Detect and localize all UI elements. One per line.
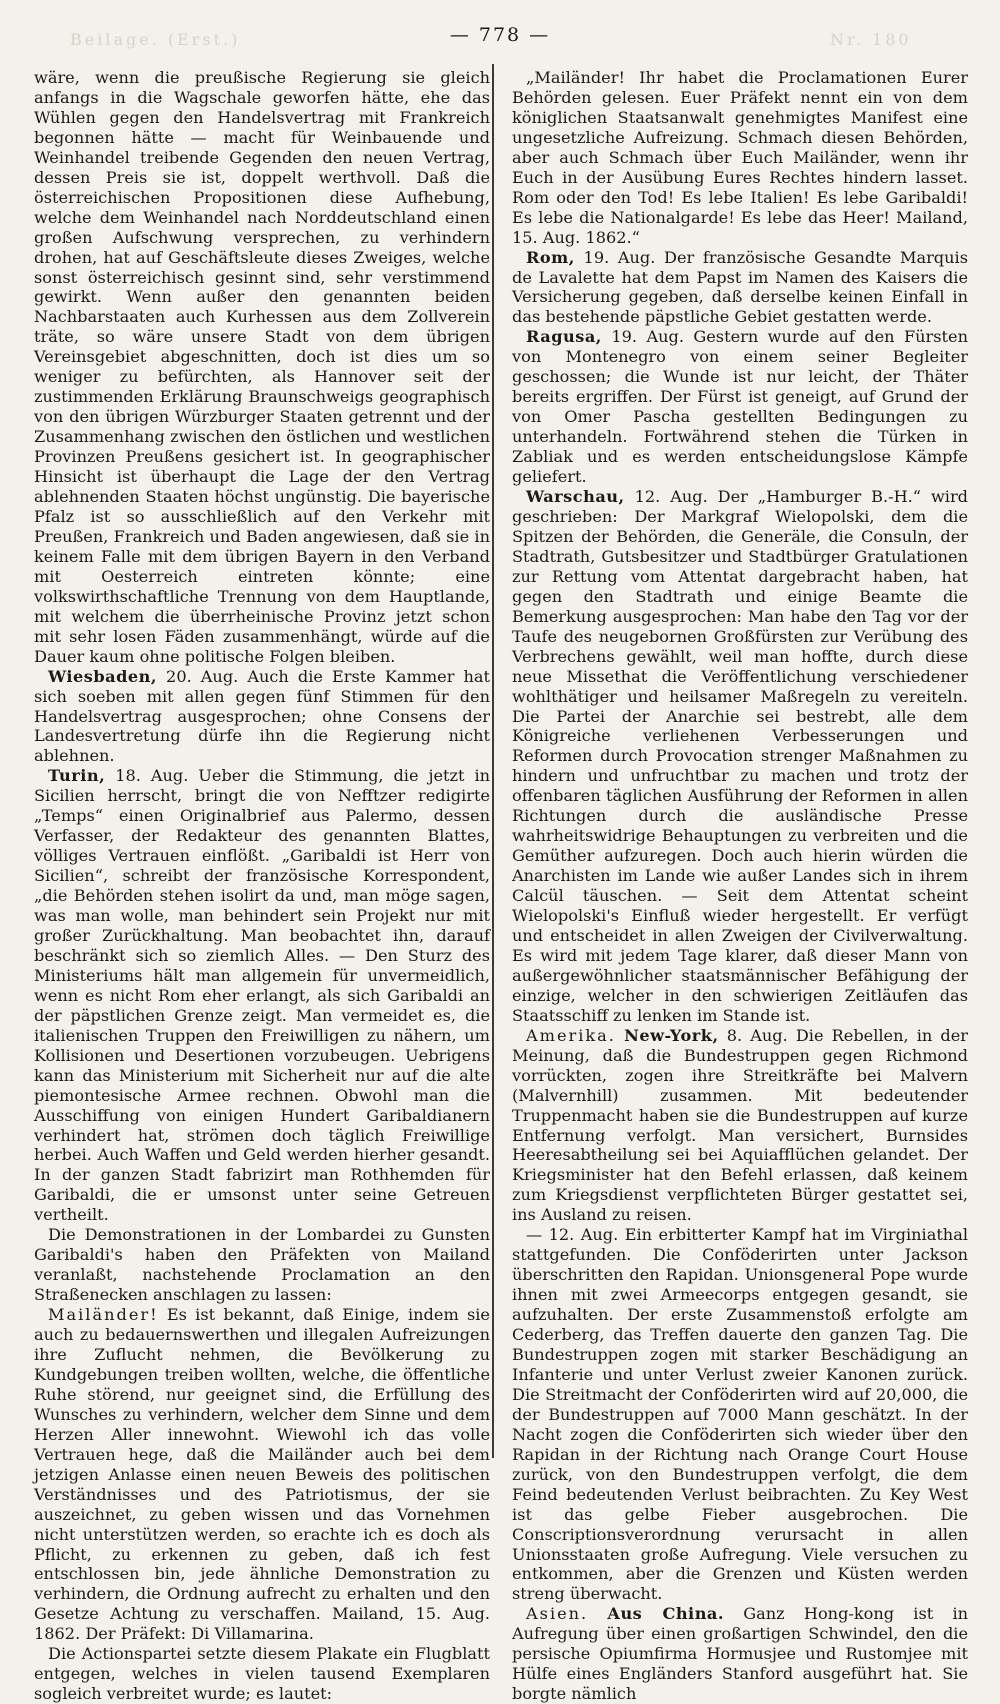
article-turin-text: 18. Aug. Ueber die Stimmung, die jetzt in Sicilien herrscht, bringt die von Nefftzer redigirte „Temps“ einen Originalbrief aus Palermo, dessen Verfasser, der Redakteur des genannten Blattes, völliges Vertrauen einflößt. „Garibaldi ist Herr von Sicilien“, schreibt der französische Korrespondent, „die Behörden stehen isolirt da und, man möge sagen, was man wolle, man behindert sein Projekt nur mit großer Zurückhaltung. Man beobachtet ihn, darauf beschränkt sich so ziemlich Alles. — Den Sturz des Ministeriums hält man allgemein für unvermeidlich, wenn es nicht Rom eher erlangt, als sich Garibaldi an der päpstlichen Grenze zeigt. Man vermeidet es, die italienischen Truppen den Freiwilligen zu nähern, um Kollisionen und Desertionen vorzubeugen. Uebrigens kann das Ministerium mit Sicherheit nur auf die alte piemontesische Armee rechnen. Obwohl man die Ausschiffung von einigen Hundert Garibaldianern verhindert hat, strömen doch täglich Freiwillige herbei. Auch Waffen und Geld werden hierher gesandt. In der ganzen Stadt fabrizirt man Rothhemden für Garibaldi, die er umsonst unter seine Getreuen vertheilt. (34, 766, 490, 1225)
article-handelsvertrag: wäre, wenn die preußische Regierung sie gleich anfangs in die Wagschale geworfen hätte, ehe das Wühlen gegen den Handelsvertrag mit Frankreich begonnen hätte — macht für Weinbauende und Weinhandel treibende Gegenden den neuen Vertrag, dessen Preis sie ist, doppelt werthvoll. Daß die österreichischen Propositionen diese Aufhebung, welche dem Weinhandel nach Norddeutschland einen großen Aufschwung versprechen, zu verhindern drohen, hat auf Geschäftsleute dieses Zweiges, welche sonst österreichisch gesinnt sind, sehr verstimmend gewirkt. Wenn außer den genannten beiden Nachbarstaaten auch Kurhessen aus dem Zollverein träte, so wäre unsere Stadt von dem übrigen Vereinsgebiet abgeschnitten, doch ist dies um so weniger zu befürchten, als Hannover seit der zustimmenden Erklärung Braunschweigs geographisch von den übrigen Würzburger Staaten getrennt und der Zusammenhang zwischen den östlichen und westlichen Provinzen Preußens gesichert ist. In geographischer Hinsicht ist überhaupt die Lage der den Vertrag ablehnenden Staaten höchst ungünstig. Die bayerische Pfalz ist so ausschließlich auf den Verkehr mit Preußen, Frankreich und Baden angewiesen, daß sie in keinem Falle mit dem übrigen Bayern in den Verband mit Oesterreich eintreten könnte; eine volkswirthschaftliche Trennung von dem Hauptlande, mit welchem die überrheinische Provinz jetzt schon mit sehr losen Fäden zusammenhängt, würde auf die Dauer kaum ohne politische Folgen bleiben. (34, 68, 490, 666)
flugblatt-quote (512, 68, 968, 248)
article-newyork (512, 1026, 968, 1226)
article-actionspartei (34, 1644, 490, 1704)
article-demonstrationen (34, 1225, 490, 1305)
dateline-warschau: Warschau, (526, 487, 625, 507)
column-divider (492, 64, 494, 1458)
header-ghost-right: Nr. 180 (830, 30, 912, 49)
article-rom-text: 19. Aug. Der französische Gesandte Marquis de Lavalette hat dem Papst im Namen des Kaisers die Versicherung gegeben, daß derselbe keinen Einfall in das bestehende päpstliche Gebiet gestatten werde. (512, 247, 968, 327)
article-china (512, 1604, 968, 1704)
proclamation-text: Es ist bekannt, daß Einige, indem sie auch zu bedauernswerthen und illegalen Aufreizungen ihre Zuflucht nehmen, die Bevölkerung zu Kundgebungen treiben wollten, welche, die öffentliche Ruhe störend, nur geeignet sind, die Erfüllung des Wunsches zu verhindern, welcher dem Sinne und dem Herzen Aller innewohnt. Wiewohl ich das volle Vertrauen hege, daß die Mailänder auch bei dem jetzigen Anlasse einen neuen Beweis des politischen Verständnisses und des Patriotismus, der sie auszeichnet, zu geben wissen und das Vornehmen nicht unterstützen werden, so erachte ich es doch als Pflicht, zu erkennen zu geben, daß ich fest entschlossen bin, jede ähnliche Demonstration zu verhindern, die Ordnung aufrecht zu erhalten und den Gesetze Achtung zu verschaffen. Mailand, 15. Aug. 1862. Der Präfekt: Di Villamarina. (34, 1305, 490, 1644)
page-number: — 778 — (449, 24, 551, 46)
article-china-text: Ganz Hong-kong ist in Aufregung über einen großartigen Schwindel, den die persische Opiumfirma Hormusjee und Rustomjee mit Hülfe eines Engländers Stanford ausgeführt hat. Sie borgte nämlich (512, 1604, 969, 1704)
header-ghost-left: Beilage. (Erst.) (70, 30, 241, 49)
article-ragusa (512, 327, 968, 487)
article-warschau-text: 12. Aug. Der „Hamburger B.-H.“ wird geschrieben: Der Markgraf Wielopolski, dem die Spitzen der Behörden, die Generäle, die Consuln, der Stadtrath, Gutsbesitzer und Stadtbürger Gratulationen zur Rettung vom Attentat dargebracht haben, hat gegen den Stadtrath und einige Beamte die Bemerkung ausgesprochen: Man habe den Tag vor der Taufe des neugebornen Großfürsten zur Verübung des Verbrechens gewählt, weil man hoffte, durch diese neue Missethat die Veröffentlichung verschiedener wohlthätiger und heilsamer Maßregeln zu vereiteln. Die Partei der Anarchie sei bestrebt, alle dem Königreiche verliehenen Verbesserungen und Reformen durch Provocation strenger Maßnahmen zu hindern und unfruchtbar zu machen und trotz der offenbaren täglichen Ausführung der Reformen in allen Richtungen durch die ausländische Presse wahrheitswidrige Behauptungen zu verbreiten und die Gemüther aufzuregen. Doch auch hierin würden die Anarchisten im Lande wie außer Landes sich in ihrem Calcül täuschen. — Seit dem Attentat scheint Wielopolski's Einfluß wieder hergestellt. Er verfügt und entscheidet in allen Zweigen der Civilverwaltung. Es wird mit jedem Tage klarer, daß dieser Mann von außergewöhnlicher staatsmännischer Befähigung der einzige, welcher in den schwierigen Zeitläufen das Staatsschiff zu lenken im Stande ist. (512, 487, 968, 1025)
dateline-newyork: New-York, (624, 1025, 719, 1045)
section-asien: Asien. (526, 1604, 589, 1624)
article-demonstrationen-text: Die Demonstrationen in der Lombardei zu Gunsten Garibaldi's haben den Präfekten von Mailand veranlaßt, nachstehende Proclamation an den Straßenecken anschlagen zu lassen: (34, 1225, 490, 1305)
article-wiesbaden (34, 667, 490, 767)
dateline-china: Aus China. (607, 1604, 725, 1624)
article-aug12-text: — 12. Aug. Ein erbitterter Kampf hat im Virginiathal stattgefunden. Die Conföderirten unter Jackson überschritten den Rapidan. Unionsgeneral Pope wurde ihnen mit zwei Armeecorps entgegen gesandt, sie aufzuhalten. Der erste Zusammenstoß erfolgte am Cederberg, das Treffen dauerte den ganzen Tag. Die Bundestruppen zogen mit starker Beschädigung an Infanterie und unter Verlust zweier Kanonen zurück. Die Streitmacht der Conföderirten wird auf 20,000, die der Bundestruppen auf 7000 Mann geschätzt. In der Nacht zogen die Conföderirten sich wieder über den Rapidan in der Richtung nach Orange Court House zurück, von den Bundestruppen verfolgt, die dem Feind bedeutenden Verlust beibrachten. Zu Key West ist das gelbe Fieber ausgebrochen. Die Conscriptionsverordnung verursacht in allen Unionsstaaten große Aufregung. Viele versuchen zu entkommen, aber die Grenzen und Küsten werden streng überwacht. (512, 1225, 968, 1604)
left-column (34, 68, 490, 1704)
dateline-ragusa: Ragusa, (526, 327, 602, 347)
article-aug12 (512, 1225, 968, 1604)
article-newyork-text: 8. Aug. Die Rebellen, in der Meinung, daß die Bundestruppen gegen Richmond vorrückten, zogen ihre Streitkräfte bei Malvern (Malvernhill) zusammen. Mit bedeutender Truppenmacht haben sie die Bundestruppen auf kurze Entfernung verfolgt. Man versichert, Burnsides Heeresabtheilung sei bei Aquiafflüchen gelandet. Der Kriegsminister hat den Befehl erlassen, daß keinem zum Kriegsdienst verpflichteten Bürger gestattet sei, ins Ausland zu reisen. (512, 1025, 969, 1225)
article-wiesbaden-text: 20. Aug. Auch die Erste Kammer hat sich soeben mit allen gegen fünf Stimmen für den Handelsvertrag ausgesprochen; ohne Consens der Landesvertretung dürfe ihn die Regierung nicht ablehnen. (34, 666, 490, 766)
dateline-wiesbaden: Wiesbaden, (48, 666, 157, 686)
article-turin (34, 766, 490, 1225)
proclamation-prefect (34, 1305, 490, 1644)
article-actionspartei-text: Die Actionspartei setzte diesem Plakate ein Flugblatt entgegen, welches in vielen tausend Exemplaren sogleich verbreitet wurde; es lautet: (34, 1644, 490, 1704)
section-amerika: Amerika. (526, 1025, 616, 1045)
article-ragusa-text: 19. Aug. Gestern wurde auf den Fürsten von Montenegro von einem seiner Begleiter geschossen; die Wunde ist nur leicht, der Thäter bereits ergriffen. Der Fürst ist geneigt, auf Grund der von Omer Pascha gestellten Bedingungen zu unterhandeln. Fortwährend stehen die Türken in Zabliak und es werden entscheidungslose Kämpfe geliefert. (512, 327, 968, 487)
flugblatt-text: „Mailänder! Ihr habet die Proclamationen Eurer Behörden gelesen. Euer Präfekt nennt ein von dem königlichen Staatsanwalt genehmigtes Manifest eine ungesetzliche Aufreizung. Schmach diesen Behörden, aber auch Schmach über Euch Mailänder, wenn ihr Euch in der Ausübung Eures Rechtes hindern lasset. Rom oder den Tod! Es lebe Italien! Es lebe Garibaldi! Es lebe die Nationalgarde! Es lebe das Heer! Mailand, 15. Aug. 1862.“ (512, 68, 968, 247)
article-warschau (512, 487, 968, 1026)
dateline-rom: Rom, (526, 247, 575, 267)
dateline-turin: Turin, (48, 766, 106, 786)
proclamation-lead: Mailänder! (48, 1305, 159, 1325)
right-column (512, 68, 969, 1704)
article-rom (512, 248, 968, 328)
